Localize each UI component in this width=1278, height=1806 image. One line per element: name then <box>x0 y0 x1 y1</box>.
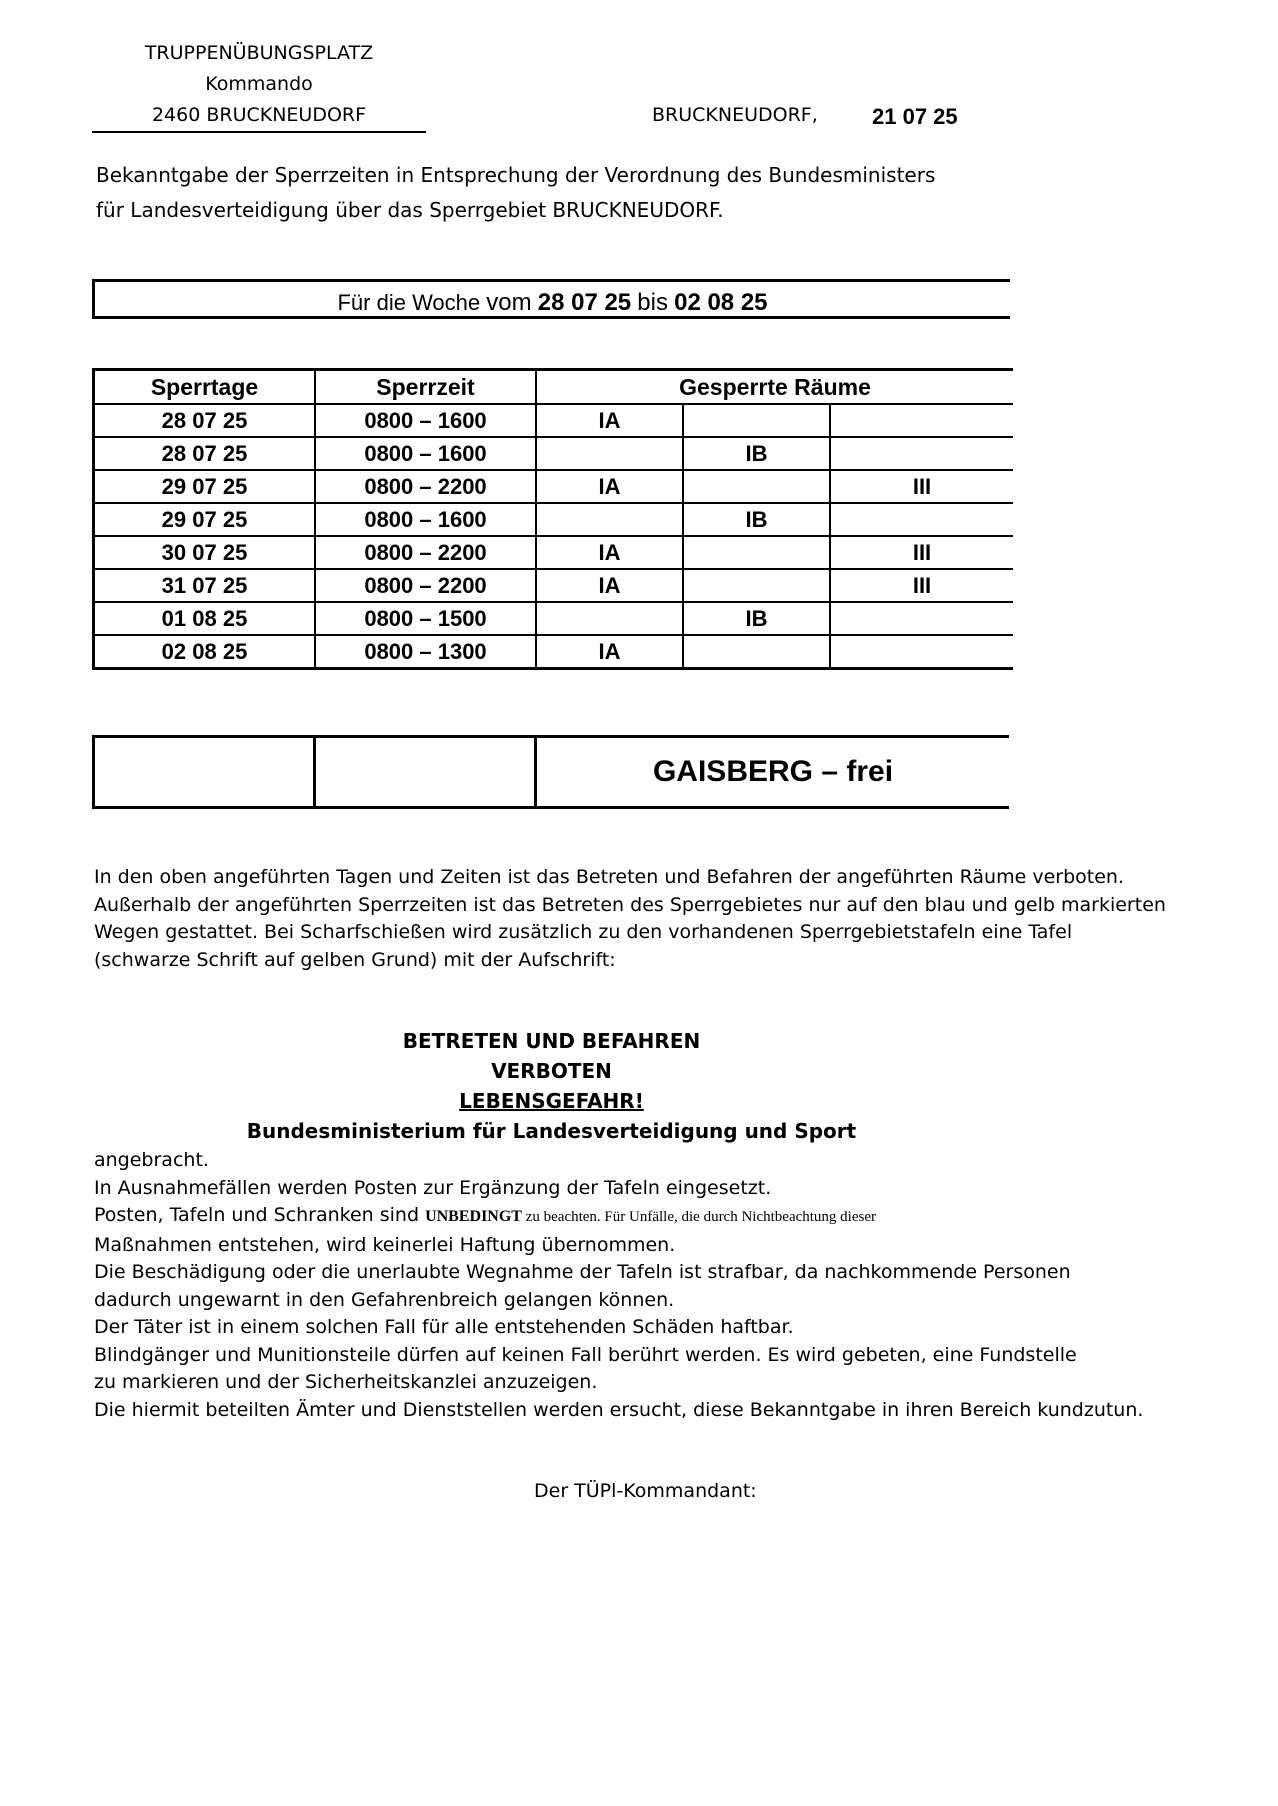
cell-time: 0800 – 2200 <box>315 536 536 569</box>
table-row <box>94 635 1014 669</box>
closure-table <box>92 368 1013 670</box>
warning-sign-text <box>94 1026 1009 1146</box>
text-line: In Ausnahmefällen werden Posten zur Ergänzung der Tafeln eingesetzt. <box>94 1176 772 1199</box>
table-row <box>94 503 1014 536</box>
table-row <box>94 569 1014 602</box>
rules-paragraph <box>94 1147 1143 1424</box>
week-bis: bis <box>637 289 668 316</box>
cell-time: 0800 – 1300 <box>315 635 536 669</box>
org-address: 2460 BRUCKNEUDORF <box>151 104 367 126</box>
intro-line: für Landesverteidigung über das Sperrgebiet BRUCKNEUDORF. <box>96 198 724 222</box>
table-row <box>94 536 1014 569</box>
text-line: Der Täter ist in einem solchen Fall für alle entstehenden Schäden haftbar. <box>94 1316 794 1338</box>
text-segment: Posten, Tafeln und Schranken sind <box>94 1204 426 1226</box>
cell-room-2 <box>683 536 830 569</box>
text-line: Die Beschädigung oder die unerlaubte Wegnahme der Tafeln ist strafbar, da nachkommende Personen <box>94 1261 1071 1283</box>
cell-room-1 <box>536 503 683 536</box>
text-line <box>94 1202 1143 1232</box>
cell-room-3: III <box>830 536 1013 569</box>
cell-day: 28 07 25 <box>94 437 316 470</box>
cell-room-3 <box>830 602 1013 635</box>
text-line: zu markieren und der Sicherheitskanzlei anzuzeigen. <box>94 1371 598 1393</box>
cell-day: 29 07 25 <box>94 470 316 503</box>
cell-room-1: IA <box>536 404 683 437</box>
week-to: 02 08 25 <box>674 289 768 316</box>
table-row <box>94 470 1014 503</box>
cell-time: 0800 – 1600 <box>315 404 536 437</box>
gaisberg-row <box>94 737 1010 808</box>
text-line: Wegen gestattet. Bei Scharfschießen wird zusätzlich zu den vorhandenen Sperrgebietstafeln eine Tafel <box>94 921 1073 943</box>
gaisberg-box <box>92 735 1009 809</box>
cell-room-2: IB <box>683 503 830 536</box>
cell-time: 0800 – 2200 <box>315 569 536 602</box>
cell-room-2: IB <box>683 602 830 635</box>
cell-room-3 <box>830 404 1013 437</box>
cell-room-2: IB <box>683 437 830 470</box>
table-header-row <box>94 370 1014 405</box>
cell-time: 0800 – 2200 <box>315 470 536 503</box>
cell-room-1: IA <box>536 470 683 503</box>
cell-day: 28 07 25 <box>94 404 316 437</box>
table-row <box>94 602 1014 635</box>
text-line: Die hiermit beteilten Ämter und Dienststellen werden ersucht, diese Bekanntgabe in ihren Bereich kundzutun. <box>94 1398 1144 1421</box>
issue-date: 21 07 25 <box>872 104 958 129</box>
week-from: 28 07 25 <box>537 289 632 316</box>
text-line: (schwarze Schrift auf gelben Grund) mit der Aufschrift: <box>94 948 616 971</box>
cell-room-3 <box>830 503 1013 536</box>
cell-room-1: IA <box>536 536 683 569</box>
gaisberg-cell-empty <box>94 737 315 808</box>
week-range <box>95 289 1010 317</box>
intro-line: Bekanntgabe der Sperrzeiten in Entsprechung der Verordnung des Bundesministers <box>96 163 936 187</box>
cell-room-1: IA <box>536 569 683 602</box>
col-header-time: Sperrzeit <box>315 370 536 405</box>
cell-day: 02 08 25 <box>94 635 316 669</box>
cell-day: 01 08 25 <box>94 602 316 635</box>
text-line: Außerhalb der angeführten Sperrzeiten ist das Betreten des Sperrgebietes nur auf den blau und gelb markierten <box>94 893 1166 916</box>
org-name: TRUPPENÜBUNGSPLATZ <box>144 42 374 64</box>
emphasis-text: UNBEDINGT <box>425 1208 522 1225</box>
place-label: BRUCKNEUDORF, <box>652 104 818 126</box>
sign-line: VERBOTEN <box>491 1059 612 1083</box>
week-vom: vom <box>486 289 532 316</box>
cell-room-3: III <box>830 569 1013 602</box>
text-line: Blindgänger und Munitionsteile dürfen auf keinen Fall berührt werden. Es wird gebeten, eine Fundstelle <box>94 1343 1077 1366</box>
cell-room-1: IA <box>536 635 683 669</box>
gaisberg-cell-empty <box>315 737 536 808</box>
text-line: Maßnahmen entstehen, wird keinerlei Haftung übernommen. <box>94 1233 676 1256</box>
cell-room-3 <box>830 635 1013 669</box>
text-segment: zu beachten. Für Unfälle, die durch Nichtbeachtung dieser <box>521 1209 876 1225</box>
signature-label: Der TÜPl-Kommandant: <box>534 1480 757 1502</box>
gaisberg-status: GAISBERG – frei <box>536 737 1010 808</box>
cell-room-2 <box>683 404 830 437</box>
col-header-days: Sperrtage <box>94 370 316 405</box>
cell-room-2 <box>683 470 830 503</box>
cell-time: 0800 – 1500 <box>315 602 536 635</box>
cell-room-1 <box>536 437 683 470</box>
cell-room-3 <box>830 437 1013 470</box>
intro-text <box>96 158 935 228</box>
sign-line: BETRETEN UND BEFAHREN <box>402 1029 701 1053</box>
header-rule <box>92 131 426 133</box>
table-row <box>94 437 1014 470</box>
sign-ministry-line: Bundesministerium für Landesverteidigung und Sport <box>246 1119 857 1143</box>
cell-day: 29 07 25 <box>94 503 316 536</box>
cell-day: 31 07 25 <box>94 569 316 602</box>
col-header-rooms: Gesperrte Räume <box>536 370 1013 405</box>
text-line: dadurch ungewarnt in den Gefahrenbreich gelangen können. <box>94 1288 675 1311</box>
cell-room-2 <box>683 635 830 669</box>
cell-room-2 <box>683 569 830 602</box>
cell-room-3: III <box>830 470 1013 503</box>
week-box <box>92 279 1010 319</box>
text-line: In den oben angeführten Tagen und Zeiten ist das Betreten und Befahren der angeführten Räume verboten. <box>94 866 1124 888</box>
table-row <box>94 404 1014 437</box>
cell-time: 0800 – 1600 <box>315 503 536 536</box>
sign-danger-line: LEBENSGEFAHR! <box>459 1089 644 1113</box>
week-prefix: Für die Woche <box>337 290 481 315</box>
cell-day: 30 07 25 <box>94 536 316 569</box>
cell-room-1 <box>536 602 683 635</box>
notice-paragraph <box>94 864 1166 974</box>
cell-time: 0800 – 1600 <box>315 437 536 470</box>
org-unit: Kommando <box>205 73 313 95</box>
text-line: angebracht. <box>94 1149 209 1171</box>
